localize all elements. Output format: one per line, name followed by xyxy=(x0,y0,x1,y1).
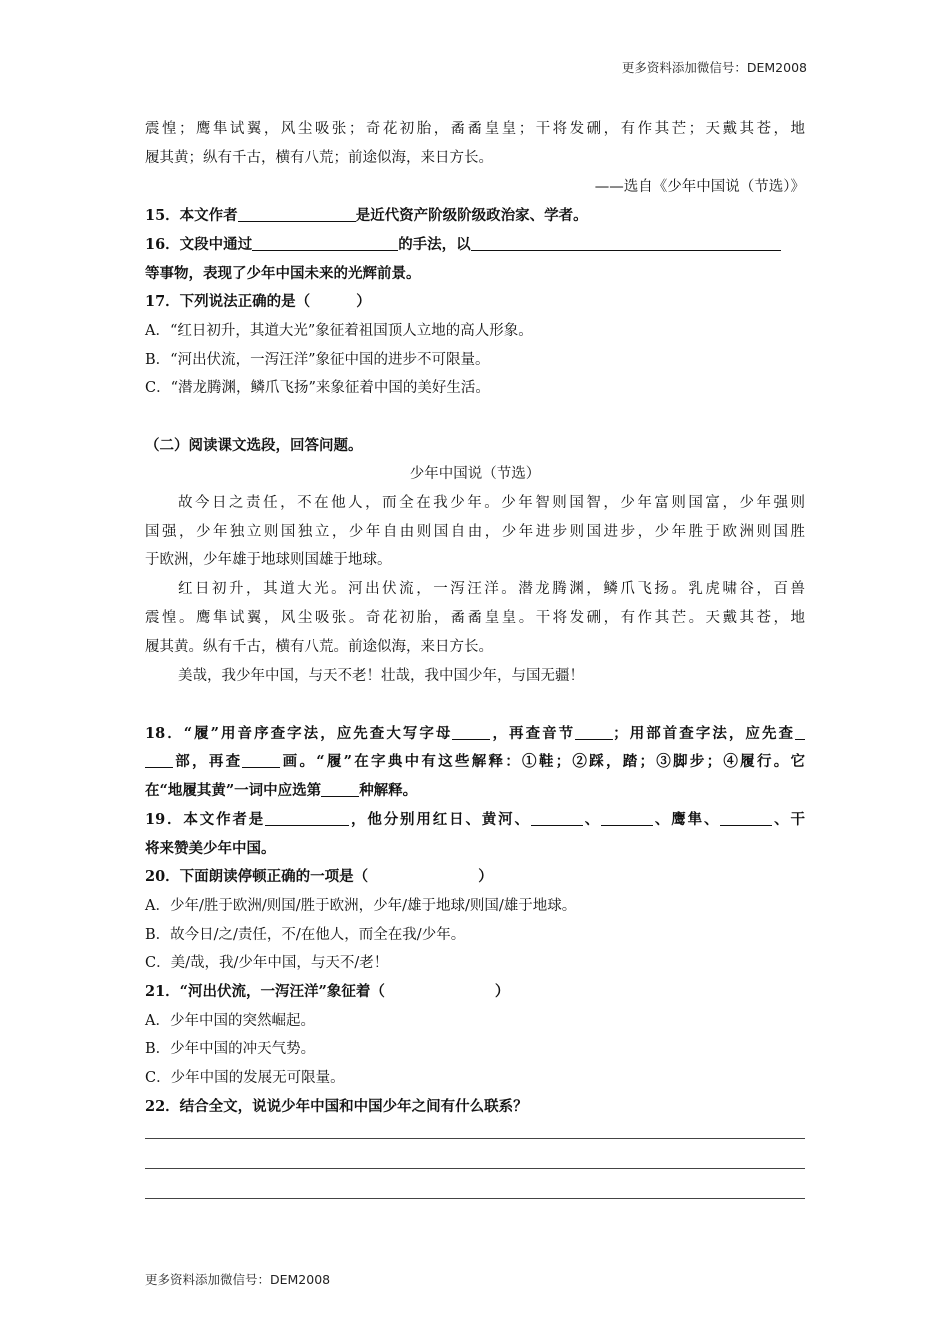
q18-text: ；用部首查字法，应先查 xyxy=(613,725,796,742)
q18-text: 在“地履其黄”一词中应选第 xyxy=(145,782,322,799)
answer-line[interactable] xyxy=(145,1168,805,1169)
q21-close: ） xyxy=(494,983,510,1000)
q18-blank-syllable[interactable] xyxy=(575,724,613,740)
q19-text: 19．本文作者是 xyxy=(145,811,266,828)
passage-p2-line: 震惶。鹰隼试翼，风尘吸张。奇花初胎，矞矞皇皇。干将发硎，有作其芒。天戴其苍，地 xyxy=(145,610,805,626)
q20-option-b[interactable]: B．故今日/之/责任，不/在他人，而全在我/少年。 xyxy=(145,927,466,943)
q20-close: ） xyxy=(478,868,493,885)
passage-p1-line: 国强，少年独立则国独立，少年自由则国自由，少年进步则国进步，少年胜于欧洲则国胜 xyxy=(145,524,805,540)
q19-text: 、鹰隼、 xyxy=(653,811,721,828)
question-18-line1 xyxy=(145,722,805,743)
question-22-stem: 22．结合全文，说说少年中国和中国少年之间有什么联系？ xyxy=(145,1098,528,1115)
q19-blank[interactable] xyxy=(601,810,653,826)
q17-option-c[interactable]: C．“潜龙腾渊，鳞爪飞扬”来象征着中国的美好生活。 xyxy=(145,380,490,396)
q18-blank-radical-cont[interactable] xyxy=(145,752,173,768)
excerpt-line: 震惶；鹰隼试翼，风尘吸张；奇花初胎，矞矞皇皇；干将发硎，有作其芒；天戴其苍，地 xyxy=(145,121,805,137)
passage-title: 少年中国说（节选） xyxy=(409,466,541,482)
q16-prefix: 16．文段中通过 xyxy=(145,236,253,253)
q17-option-a[interactable]: A．“红日初升，其道大光”象征着祖国顶人立地的高人形象。 xyxy=(145,323,533,339)
q16-mid: 的手法，以 xyxy=(398,236,471,253)
q16-blank-1[interactable] xyxy=(252,235,398,251)
question-21-stem xyxy=(145,980,805,1001)
q17-stem-text: 17．下列说法正确的是（ xyxy=(145,293,311,310)
q18-blank-radical[interactable] xyxy=(795,724,805,740)
q16-line2: 等事物，表现了少年中国未来的光辉前景。 xyxy=(145,265,421,282)
section-2-heading: （二）阅读课文选段，回答问题。 xyxy=(145,437,363,454)
page-footer: 更多资料添加微信号：DEM2008 xyxy=(145,1272,331,1287)
q19-blank-author[interactable] xyxy=(265,810,349,826)
q20-stem-text: 20．下面朗读停顿正确的一项是（ xyxy=(145,868,369,885)
question-15 xyxy=(145,204,805,225)
q19-text: 、 xyxy=(582,811,602,828)
question-19-line2: 将来赞美少年中国。 xyxy=(145,840,276,857)
q15-suffix: 是近代资产阶级阶级政治家、学者。 xyxy=(355,207,588,224)
q19-blank[interactable] xyxy=(531,810,583,826)
q18-text: 种解释。 xyxy=(359,782,418,799)
passage-p2-line: 履其黄。纵有千古，横有八荒。前途似海，来日方长。 xyxy=(145,639,493,655)
q21-option-a[interactable]: A．少年中国的突然崛起。 xyxy=(145,1013,315,1029)
q20-option-c[interactable]: C．美/哉，我/少年中国，与天不/老！ xyxy=(145,955,389,971)
q18-text: 部，再查 xyxy=(173,753,243,770)
q21-option-c[interactable]: C．少年中国的发展无可限量。 xyxy=(145,1070,345,1086)
passage-p2-line: 红日初升，其道大光。河出伏流，一泻汪洋。潜龙腾渊，鳞爪飞扬。乳虎啸谷，百兽 xyxy=(178,581,805,597)
question-17-stem xyxy=(145,290,805,311)
q15-prefix: 15．本文作者 xyxy=(145,207,238,224)
q18-blank-letter[interactable] xyxy=(452,724,490,740)
q15-blank[interactable] xyxy=(238,206,356,222)
q18-text: ，再查音节 xyxy=(490,725,576,742)
question-18-line3 xyxy=(145,779,805,800)
question-20-stem xyxy=(145,865,805,886)
excerpt-source: ——选自《少年中国说（节选）》 xyxy=(594,179,805,195)
q17-option-b[interactable]: B．“河出伏流，一泻汪洋”象征中国的进步不可限量。 xyxy=(145,352,490,368)
q18-text: 18．“履”用音序查字法，应先查大写字母 xyxy=(145,725,453,742)
q18-blank-strokes[interactable] xyxy=(242,752,280,768)
question-16 xyxy=(145,233,805,254)
passage-p1-line: 于欧洲，少年雄于地球则国雄于地球。 xyxy=(145,552,392,568)
q20-option-a[interactable]: A．少年/胜于欧洲/则国/胜于欧洲，少年/雄于地球/则国/雄于地球。 xyxy=(145,898,577,914)
page-header: 更多资料添加微信号：DEM2008 xyxy=(621,60,807,75)
q19-text: 、干 xyxy=(772,811,806,828)
q19-blank[interactable] xyxy=(720,810,772,826)
answer-line[interactable] xyxy=(145,1198,805,1199)
excerpt-line: 履其黄；纵有千古，横有八荒；前途似海，来日方长。 xyxy=(145,150,493,166)
q19-text: ，他分别用红日、黄河、 xyxy=(349,811,531,828)
q21-stem-text: 21．“河出伏流，一泻汪洋”象征着（ xyxy=(145,983,385,1000)
question-18-line2 xyxy=(145,750,805,771)
q18-blank-meaning[interactable] xyxy=(321,781,359,797)
q16-blank-2[interactable] xyxy=(471,235,781,251)
passage-p1-line: 故今日之责任，不在他人，而全在我少年。少年智则国智，少年富则国富，少年强则 xyxy=(178,495,805,511)
answer-line[interactable] xyxy=(145,1138,805,1139)
q17-close: ） xyxy=(356,293,371,310)
q21-option-b[interactable]: B．少年中国的冲天气势。 xyxy=(145,1041,316,1057)
passage-p3-line: 美哉，我少年中国，与天不老！壮哉，我中国少年，与国无疆！ xyxy=(178,668,584,684)
q18-text: 画。“履”在字典中有这些解释：①鞋；②踩，踏；③脚步；④履行。它 xyxy=(280,753,806,770)
question-19-line1 xyxy=(145,808,805,829)
